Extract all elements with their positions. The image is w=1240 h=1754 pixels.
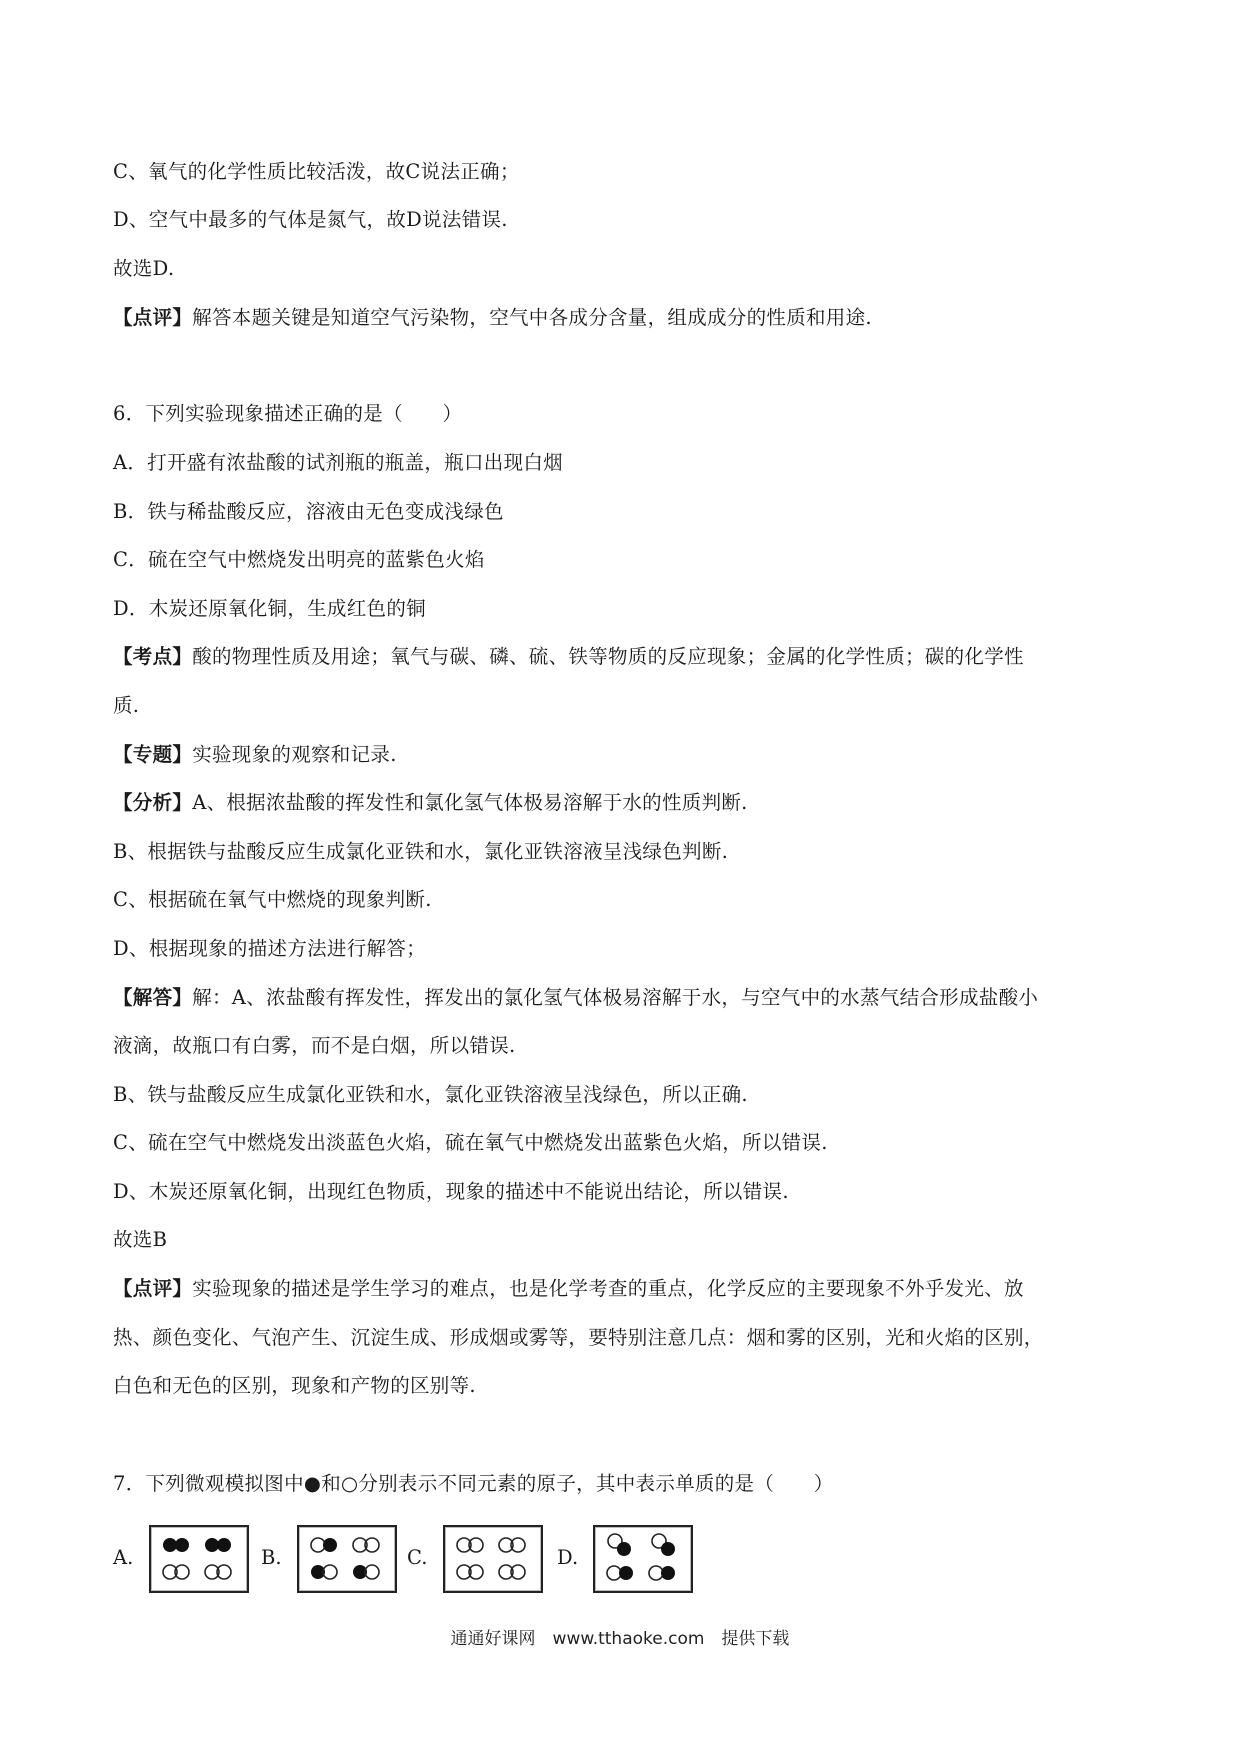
text-line: 质. — [113, 694, 140, 717]
question-6-title: 6．下列实验现象描述正确的是（ ） — [113, 402, 463, 425]
section-tag: 【解答】 — [113, 986, 193, 1009]
zhuanti-line — [113, 741, 1133, 769]
question-7-title: 7．下列微观模拟图中●和○分别表示不同元素的原子，其中表示单质的是（ ） — [113, 1472, 834, 1495]
dianping-line — [113, 1275, 1133, 1303]
comment-line — [113, 304, 1133, 332]
section-tag: 【专题】 — [113, 743, 193, 766]
text-line: C、根据硫在氧气中燃烧的现象判断. — [113, 888, 432, 911]
kaodian-text: 酸的物理性质及用途；氧气与碳、磷、硫、铁等物质的反应现象；金属的化学性质；碳的化学性 — [192, 645, 1024, 668]
text-line: 故选B — [113, 1228, 168, 1251]
molecule-diagram-b — [297, 1525, 397, 1593]
text-line: 故选D. — [113, 257, 175, 280]
option-c-label: C. — [407, 1546, 428, 1569]
question-6-option-c: C．硫在空气中燃烧发出明亮的蓝紫色火焰 — [113, 548, 485, 571]
fenxi-text: A、根据浓盐酸的挥发性和氯化氢气体极易溶解于水的性质判断. — [192, 791, 748, 814]
kaodian-line — [113, 643, 1133, 671]
text-line: B、铁与盐酸反应生成氯化亚铁和水，氯化亚铁溶液呈浅绿色，所以正确. — [113, 1083, 748, 1106]
question-6-option-d: D．木炭还原氧化铜，生成红色的铜 — [113, 597, 426, 620]
text-line: C、氧气的化学性质比较活泼，故C说法正确； — [113, 160, 520, 183]
jieda-text: 解：A、浓盐酸有挥发性，挥发出的氯化氢气体极易溶解于水，与空气中的水蒸气结合形成盐酸小 — [192, 986, 1039, 1009]
option-b-label: B. — [261, 1546, 282, 1569]
question-6-option-b: B．铁与稀盐酸反应，溶液由无色变成浅绿色 — [113, 500, 504, 523]
molecule-diagram-d — [593, 1525, 693, 1593]
text-line: 白色和无色的区别，现象和产物的区别等. — [113, 1374, 476, 1397]
section-tag: 【点评】 — [113, 1277, 193, 1300]
section-tag: 【点评】 — [113, 306, 193, 329]
jieda-line — [113, 984, 1133, 1012]
molecule-diagram-a — [149, 1525, 249, 1593]
dianping-text: 实验现象的描述是学生学习的难点，也是化学考查的重点，化学反应的主要现象不外乎发光、放 — [192, 1277, 1024, 1300]
text-line: C、硫在空气中燃烧发出淡蓝色火焰，硫在氧气中燃烧发出蓝紫色火焰，所以错误. — [113, 1131, 828, 1154]
section-tag: 【分析】 — [113, 791, 193, 814]
text-line: B、根据铁与盐酸反应生成氯化亚铁和水，氯化亚铁溶液呈浅绿色判断. — [113, 840, 729, 863]
footer-credit: 通通好课网 www.tthaoke.com 提供下载 — [450, 1629, 790, 1649]
section-tag: 【考点】 — [113, 645, 193, 668]
text-line: D、空气中最多的气体是氮气，故D说法错误. — [113, 208, 508, 231]
text-line: D、木炭还原氧化铜，出现红色物质，现象的描述中不能说出结论，所以错误. — [113, 1180, 789, 1203]
text-line: 热、颜色变化、气泡产生、沉淀生成、形成烟或雾等，要特别注意几点：烟和雾的区别，光和火焰的区别， — [113, 1326, 1044, 1349]
zhuanti-text: 实验现象的观察和记录. — [192, 743, 397, 766]
text-line: 液滴，故瓶口有白雾，而不是白烟，所以错误. — [113, 1034, 516, 1057]
option-a-label: A. — [113, 1546, 134, 1569]
text-line: D、根据现象的描述方法进行解答； — [113, 937, 426, 960]
fenxi-line — [113, 789, 1133, 817]
comment-text: 解答本题关键是知道空气污染物，空气中各成分含量，组成成分的性质和用途. — [192, 306, 872, 329]
molecule-diagram-c — [443, 1525, 543, 1593]
option-d-label: D. — [557, 1546, 579, 1569]
question-6-option-a: A．打开盛有浓盐酸的试剂瓶的瓶盖，瓶口出现白烟 — [113, 451, 563, 474]
question-7-diagrams — [113, 1522, 753, 1592]
